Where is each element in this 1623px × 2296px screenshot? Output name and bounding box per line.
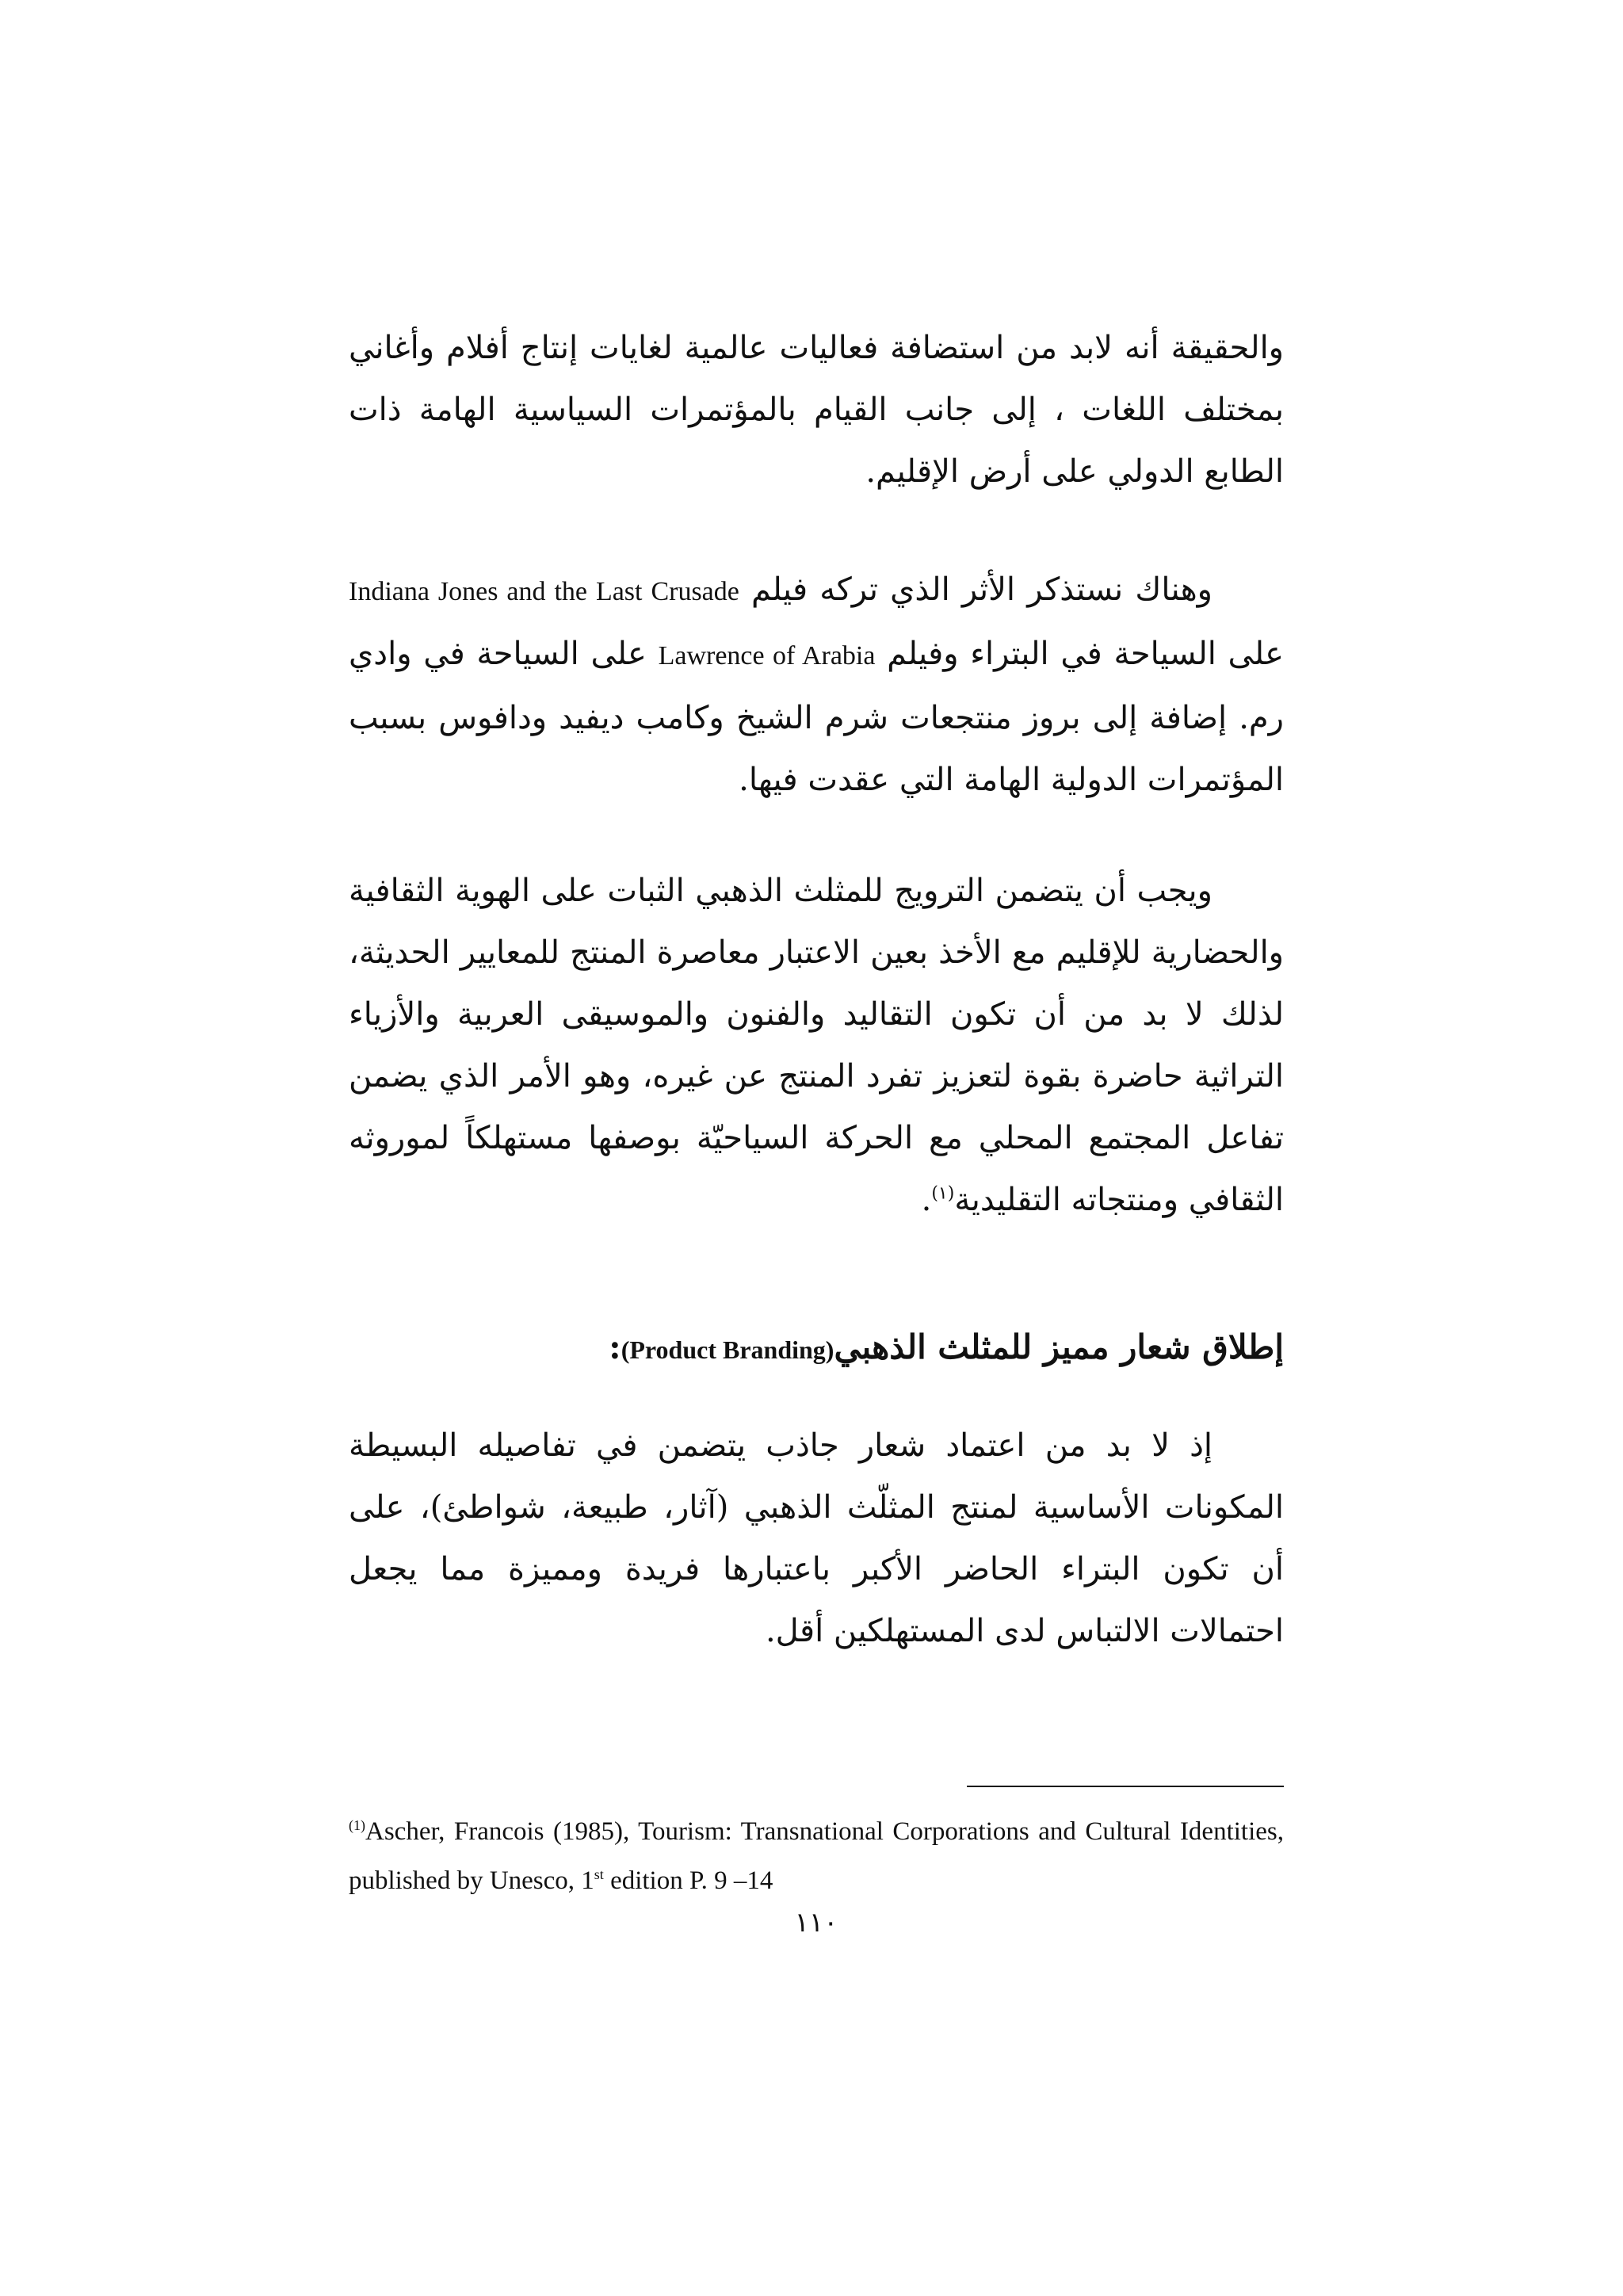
paragraph-films-text-1: وهناك نستذكر الأثر الذي تركه فيلم [751, 571, 1212, 608]
paragraph-films [349, 559, 1284, 811]
section-heading-colon: : [609, 1328, 621, 1366]
section-heading-latin: (Product Branding) [621, 1335, 834, 1364]
film-title-indiana-jones: Indiana Jones and the Last Crusade [349, 577, 739, 606]
paragraph-films-text-3: على السياحة في وادي رم. إضافة إلى بروز منتجعات شرم الشيخ وكامب ديفيد ودافوس بسبب المؤتمرات الدولية الهامة التي عقدت فيها. [349, 636, 1284, 798]
paragraph-promotion [349, 860, 1284, 1231]
section-heading [349, 1320, 1284, 1377]
paragraph-intro: والحقيقة أنه لابد من استضافة فعاليات عالمية لغايات إنتاج أفلام وأغاني بمختلف اللغات ، إلى جانب القيام بالمؤتمرات السياسية الهامة ذات الطابع الدولي على أرض الإقليم. [349, 330, 1284, 490]
footnote [349, 1807, 1284, 1905]
footnote-marker: (1) [349, 1817, 365, 1833]
paragraph-films-text-2: على السياحة في البتراء وفيلم [887, 636, 1285, 672]
footnote-reference: (١) [931, 1183, 955, 1204]
page-number: ١١٠ [794, 1907, 838, 1939]
paragraph-promotion-text: ويجب أن يتضمن الترويج للمثلث الذهبي الثبات على الهوية الثقافية والحضارية للإقليم مع الأخذ بعين الاعتبار معاصرة المنتج للمعايير الحديثة، لذلك لا بد من أن تكون التقاليد والفنون والموسيقى العربية والأزياء التراثية حاضرة بقوة لتعزيز تفرد المنتج عن غيره، وهو الأمر الذي يضمن تفاعل المجتمع المحلي مع الحركة السياحيّة بوصفها مستهلكاً لموروثه الثقافي ومنتجاته التقليدية [349, 873, 1284, 1218]
footnote-text-2: edition P. 9 –14 [603, 1866, 773, 1895]
footnote-separator [967, 1786, 1284, 1787]
film-title-lawrence-of-arabia: Lawrence of Arabia [658, 641, 876, 670]
footnote-text-1: Ascher, Francois (1985), Tourism: Transnational Corporations and Cultural Identities, published by Unesco, 1 [349, 1817, 1284, 1895]
footnote-superscript: st [594, 1866, 604, 1882]
paragraph-branding: إذ لا بد من اعتماد شعار جاذب يتضمن في تفاصيله البسيطة المكونات الأساسية لمنتج المثلّث الذهبي (آثار، طبيعة، شواطئ)، على أن تكون البتراء الحاضر الأكبر باعتبارها فريدة ومميزة مما يجعل احتمالات الالتباس لدى المستهلكين أقل. [349, 1427, 1284, 1649]
document-page [349, 317, 1284, 2235]
section-heading-arabic: إطلاق شعار مميز للمثلث الذهبي [834, 1328, 1284, 1366]
paragraph-promotion-end: . [921, 1182, 932, 1218]
